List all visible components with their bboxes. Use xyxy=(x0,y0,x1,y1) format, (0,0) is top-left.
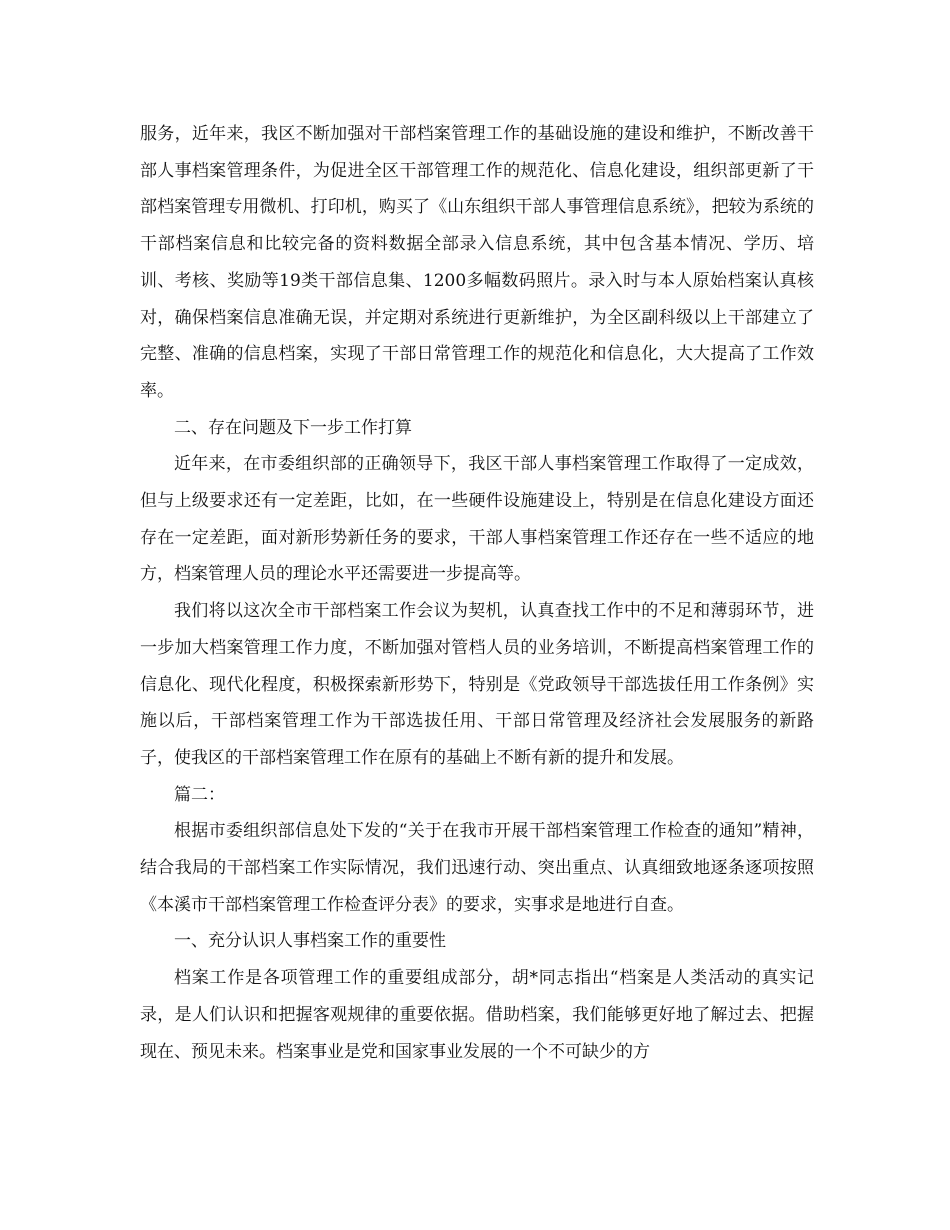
paragraph-existing-gaps: 近年来，在市委组织部的正确领导下，我区干部人事档案管理工作取得了一定成效，但与上级要求还有一定差距，比如，在一些硬件设施建设上，特别是在信息化建设方面还存在一定差距，面对新形势新任务的要求，干部人事档案管理工作还存在一些不适应的地方，档案管理人员的理论水平还需要进一步提高等。 xyxy=(140,454,814,585)
paragraph-archive-importance: 档案工作是各项管理工作的重要组成部分，胡*同志指出“档案是人类活动的真实记录，是人们认识和把握客观规律的重要依据。借助档案，我们能够更好地了解过去、把握现在、预见未来。档案事业是党和国家事业发展的一个不可缺少的方 xyxy=(140,968,814,1062)
document-body xyxy=(140,116,814,1070)
paragraph-self-inspection: 根据市委组织部信息处下发的“关于在我市开展干部档案管理工作检查的通知”精神，结合我局的干部档案工作实际情况，我们迅速行动、突出重点、认真细致地逐条逐项按照《本溪市干部档案管理工作检查评分表》的要求，实事求是地进行自查。 xyxy=(140,821,814,915)
part-two-heading: 篇二： xyxy=(174,784,225,805)
section-heading-importance: 一、充分认识人事档案工作的重要性 xyxy=(174,931,446,952)
paragraph-archive-infrastructure: 服务，近年来，我区不断加强对干部档案管理工作的基础设施的建设和维护，不断改善干部人事档案管理条件，为促进全区干部管理工作的规范化、信息化建设，组织部更新了干部档案管理专用微机、打印机，购买了《山东组织干部人事管理信息系统》，把较为系统的干部档案信息和比较完备的资料数据全部录入信息系统，其中包含基本情况、学历、培训、考核、奖励等19类干部信息集、1200多幅数码照片。录入时与本人原始档案认真核对，确保档案信息准确无误，并定期对系统进行更新维护，为全区副科级以上干部建立了完整、准确的信息档案，实现了干部日常管理工作的规范化和信息化，大大提高了工作效率。 xyxy=(140,124,814,401)
paragraph-next-steps: 我们将以这次全市干部档案工作会议为契机，认真查找工作中的不足和薄弱环节，进一步加大档案管理工作力度，不断加强对管档人员的业务培训，不断提高档案管理工作的信息化、现代化程度，积极探索新形势下，特别是《党政领导干部选拔任用工作条例》实施以后，干部档案管理工作为干部选拔任用、干部日常管理及经济社会发展服务的新路子，使我区的干部档案管理工作在原有的基础上不断有新的提升和发展。 xyxy=(140,601,814,768)
section-heading-problems-and-plans: 二、存在问题及下一步工作打算 xyxy=(174,417,412,438)
